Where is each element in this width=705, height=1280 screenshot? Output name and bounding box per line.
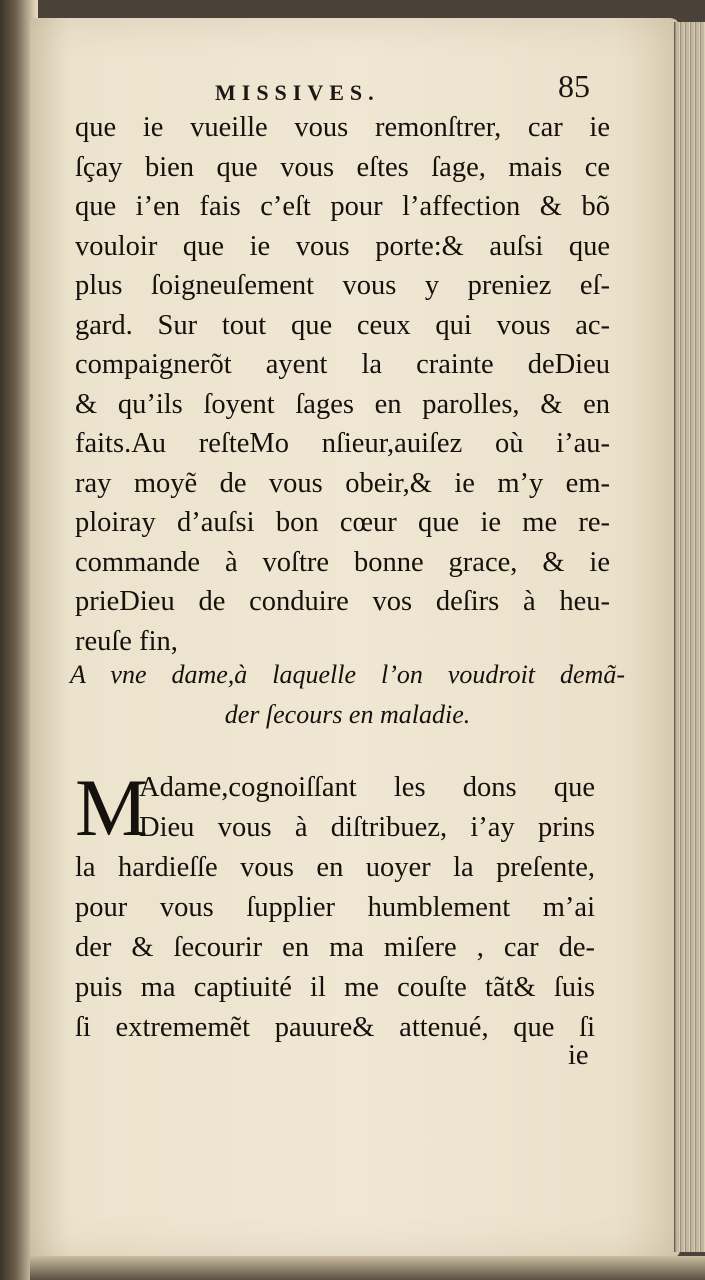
- letter-heading: [70, 655, 625, 735]
- page-header: [60, 70, 620, 110]
- text-line: que i’en fais c’eſt pour l’affection & bõ: [75, 191, 610, 222]
- text-line: prieDieu de conduire vos deſirs à heu-: [75, 586, 610, 617]
- text-line: que ie vueille vous remonſtrer, car ie: [75, 112, 610, 143]
- text-line: vouloir que ie vous porte:& auſsi que: [75, 230, 610, 262]
- letter-line: der & ſecourir en ma miſere , car de-: [75, 932, 595, 963]
- text-line: gard. Sur tout que ceux qui vous ac-: [75, 309, 610, 341]
- heading-line: A vne dame,à laquelle l’on voudroit demã-: [70, 660, 625, 689]
- letter-line: la hardieſſe vous en uoyer la preſente,: [75, 852, 595, 883]
- book-bottom-edge: [30, 1256, 705, 1280]
- drop-capital: M: [75, 762, 148, 853]
- letter-body: [75, 762, 595, 1048]
- letter-line: Dieu vous à diſtribuez, i’ay prins: [139, 812, 595, 843]
- text-line: compaignerõt ayent la crainte deDieu: [75, 349, 610, 380]
- text-line: reuſe fin,: [75, 625, 178, 657]
- text-line: & qu’ils ſoyent ſages en parolles, & en: [75, 388, 610, 420]
- body-text: [75, 108, 610, 661]
- text-line: ſçay bien que vous eſtes ſage, mais ce: [75, 151, 610, 183]
- page-number: 85: [558, 68, 590, 104]
- text-line: ploiray d’auſsi bon cœur que ie me re-: [75, 507, 610, 538]
- page-edges: [674, 22, 705, 1252]
- running-head: MISSIVES.: [215, 80, 380, 105]
- letter-line: pour vous ſupplier humblement m’ai: [75, 892, 595, 923]
- catchword: ie: [568, 1040, 589, 1071]
- letter-line: puis ma captiuité il me couſte tãt& ſuis: [75, 972, 595, 1003]
- letter-line: Adame,cognoiſſant les dons que: [139, 772, 595, 803]
- text-line: plus ſoigneuſement vous y preniez eſ-: [75, 270, 610, 301]
- text-line: ray moyẽ de vous obeir,& ie m’y em-: [75, 467, 610, 499]
- letter-line: ſi extrememẽt pauure& attenué, que ſi: [75, 1012, 595, 1043]
- text-line: commande à voſtre bonne grace, & ie: [75, 546, 610, 578]
- text-line: faits.Au reſteMo nſieur,auiſez où i’au-: [75, 428, 610, 459]
- heading-line: der ſecours en maladie.: [224, 700, 471, 729]
